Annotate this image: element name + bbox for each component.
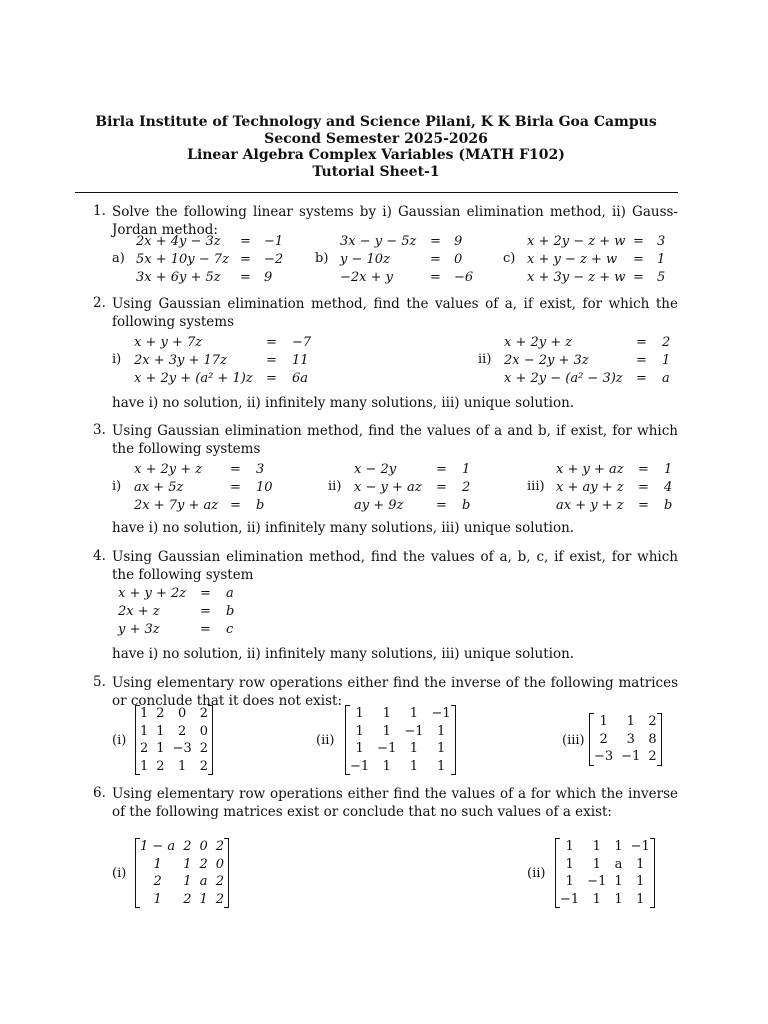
equation-rhs: 5 bbox=[657, 270, 666, 285]
q1-number: 1. bbox=[93, 203, 106, 219]
matrix-entry: −1 bbox=[630, 839, 650, 854]
q4-footer: have i) no solution, ii) infinitely many solutions, iii) unique solution. bbox=[112, 646, 575, 662]
equation-lhs: 2x + 7y + az bbox=[134, 498, 219, 513]
q1-label-c: c) bbox=[503, 251, 516, 266]
matrix-entry: 1 bbox=[636, 874, 645, 889]
matrix-entry: 2 bbox=[215, 839, 225, 854]
matrix-row bbox=[136, 758, 212, 776]
equation-lhs: 2x + 3y + 17z bbox=[134, 353, 227, 368]
equation-rhs: 10 bbox=[256, 480, 273, 495]
matrix-row bbox=[346, 740, 455, 758]
equation-sign: = bbox=[436, 462, 447, 477]
equation-sign: = bbox=[230, 480, 241, 495]
equation-rhs: b bbox=[256, 498, 265, 513]
q6-matrix-i bbox=[135, 838, 229, 908]
matrix-row bbox=[346, 723, 455, 741]
matrix-entry: 1 bbox=[436, 758, 446, 774]
matrix-row bbox=[590, 731, 661, 749]
matrix-entry: 8 bbox=[648, 731, 657, 747]
matrix-entry: −1 bbox=[377, 741, 397, 756]
matrix-entry: 1 bbox=[140, 706, 149, 721]
equation-lhs: ax + y + z bbox=[556, 498, 624, 513]
equation-lhs: x + ay + z bbox=[556, 480, 624, 495]
matrix-entry: 1 bbox=[153, 856, 162, 872]
matrix-entry: 2 bbox=[156, 706, 165, 721]
header-divider bbox=[75, 192, 678, 193]
matrix-entry: −1 bbox=[404, 723, 424, 739]
matrix-entry: 1 bbox=[140, 723, 149, 739]
equation-lhs: y + 3z bbox=[118, 622, 160, 637]
equation-rhs: −6 bbox=[454, 270, 474, 285]
equation-lhs: x + y + 2z bbox=[118, 586, 187, 601]
equation-rhs: 11 bbox=[292, 353, 309, 368]
matrix-entry: 3 bbox=[626, 731, 635, 747]
matrix-entry: 1 bbox=[382, 758, 391, 774]
matrix-entry: 1 bbox=[355, 706, 364, 721]
matrix-row bbox=[136, 891, 228, 909]
q6-label-ii: (ii) bbox=[527, 866, 546, 881]
equation-lhs: x − y + az bbox=[354, 480, 422, 495]
equation-rhs: a bbox=[662, 371, 670, 386]
q3-label-ii: ii) bbox=[328, 479, 342, 494]
matrix-entry: 2 bbox=[648, 749, 657, 764]
matrix-entry: 2 bbox=[183, 891, 192, 907]
equation-lhs: x + y − z + w bbox=[527, 252, 618, 267]
matrix-entry: 1 bbox=[565, 856, 574, 872]
q5-matrix-i bbox=[135, 705, 213, 775]
matrix-entry: 1 bbox=[409, 706, 419, 721]
equation-rhs: 2 bbox=[662, 335, 671, 350]
equation-lhs: 3x − y − 5z bbox=[340, 234, 417, 249]
equation-sign: = bbox=[200, 586, 211, 601]
q6-matrix-ii bbox=[555, 838, 655, 908]
document-header bbox=[0, 114, 752, 180]
equation-lhs: 2x + 4y − 3z bbox=[136, 234, 221, 249]
equation-rhs: a bbox=[226, 586, 234, 601]
matrix-entry: −1 bbox=[587, 874, 607, 889]
equation-lhs: x + 3y − z + w bbox=[527, 270, 626, 285]
matrix-entry: 1 bbox=[199, 891, 208, 907]
matrix-entry: −1 bbox=[560, 891, 580, 907]
equation-lhs: x − 2y bbox=[354, 462, 397, 477]
equation-sign: = bbox=[633, 270, 644, 285]
matrix-entry: 0 bbox=[215, 856, 225, 872]
matrix-entry: 1 − a bbox=[140, 839, 176, 854]
q5-label-ii: (ii) bbox=[316, 733, 335, 748]
matrix-entry: 1 bbox=[565, 839, 574, 854]
matrix-entry: 1 bbox=[382, 706, 391, 721]
equation-rhs: 6a bbox=[292, 371, 309, 386]
equation-sign: = bbox=[266, 371, 277, 386]
equation-sign: = bbox=[633, 252, 644, 267]
equation-rhs: b bbox=[664, 498, 673, 513]
q2-number: 2. bbox=[93, 295, 106, 311]
matrix-entry: 2 bbox=[199, 856, 208, 872]
q4-text: Using Gaussian elimination method, find the values of a, b, c, if exist, for which the following system bbox=[112, 549, 678, 583]
equation-rhs: 1 bbox=[462, 462, 471, 477]
matrix-row bbox=[136, 856, 228, 874]
matrix-entry: 2 bbox=[199, 706, 209, 721]
equation-rhs: 9 bbox=[264, 270, 273, 285]
matrix-entry: 1 bbox=[592, 891, 601, 907]
matrix-entry: −1 bbox=[621, 749, 641, 764]
matrix-entry: 1 bbox=[626, 714, 635, 729]
matrix-entry: a bbox=[614, 856, 623, 872]
matrix-entry: 1 bbox=[355, 741, 364, 756]
q5-text: Using elementary row operations either find the inverse of the following matrices or conclude that it does not exist: bbox=[112, 675, 678, 709]
matrix-row bbox=[556, 873, 654, 891]
matrix-entry: 1 bbox=[636, 856, 645, 872]
equation-sign: = bbox=[638, 462, 649, 477]
equation-rhs: 1 bbox=[664, 462, 673, 477]
equation-sign: = bbox=[430, 270, 441, 285]
matrix-entry: 1 bbox=[565, 874, 574, 889]
q3-text: Using Gaussian elimination method, find the values of a and b, if exist, for which the following systems bbox=[112, 423, 678, 457]
q5-number: 5. bbox=[93, 674, 106, 690]
q1-label-b: b) bbox=[315, 251, 329, 266]
equation-lhs: 2x − 2y + 3z bbox=[504, 353, 589, 368]
matrix-entry: −1 bbox=[350, 758, 370, 774]
matrix-entry: 1 bbox=[178, 758, 187, 774]
equation-lhs: 2x + z bbox=[118, 604, 160, 619]
equation-sign: = bbox=[436, 498, 447, 513]
matrix-entry: 2 bbox=[140, 741, 149, 756]
equation-sign: = bbox=[636, 335, 647, 350]
matrix-row bbox=[590, 748, 661, 766]
q2-label-ii: ii) bbox=[478, 352, 492, 367]
equation-sign: = bbox=[633, 234, 644, 249]
equation-rhs: b bbox=[462, 498, 471, 513]
matrix-entry: −1 bbox=[431, 706, 451, 721]
equation-sign: = bbox=[636, 371, 647, 386]
q5-label-iii: (iii) bbox=[562, 733, 585, 748]
q2-footer: have i) no solution, ii) infinitely many solutions, iii) unique solution. bbox=[112, 395, 575, 411]
matrix-entry: 1 bbox=[599, 714, 608, 729]
matrix-entry: 1 bbox=[183, 874, 192, 889]
equation-sign: = bbox=[266, 335, 277, 350]
q3-footer: have i) no solution, ii) infinitely many solutions, iii) unique solution. bbox=[112, 520, 575, 536]
q3-label-iii: iii) bbox=[527, 479, 545, 494]
equation-sign: = bbox=[240, 252, 251, 267]
equation-sign: = bbox=[266, 353, 277, 368]
matrix-entry: 1 bbox=[592, 839, 601, 854]
matrix-row bbox=[556, 838, 654, 856]
equation-lhs: x + y + 7z bbox=[134, 335, 203, 350]
equation-lhs: 5x + 10y − 7z bbox=[136, 252, 229, 267]
q1-label-a: a) bbox=[112, 251, 125, 266]
equation-lhs: x + 2y + z bbox=[504, 335, 573, 350]
equation-sign: = bbox=[430, 234, 441, 249]
matrix-row bbox=[556, 856, 654, 874]
matrix-row bbox=[590, 713, 661, 731]
equation-sign: = bbox=[240, 234, 251, 249]
matrix-entry: 2 bbox=[215, 891, 225, 907]
q3-label-i: i) bbox=[112, 479, 122, 494]
course-title: Linear Algebra Complex Variables (MATH F102) bbox=[187, 147, 565, 163]
matrix-entry: 1 bbox=[183, 856, 192, 872]
equation-rhs: b bbox=[226, 604, 235, 619]
equation-rhs: 9 bbox=[454, 234, 463, 249]
equation-sign: = bbox=[636, 353, 647, 368]
matrix-entry: 2 bbox=[648, 714, 657, 729]
equation-rhs: 0 bbox=[454, 252, 463, 267]
equation-rhs: 1 bbox=[662, 353, 671, 368]
matrix-entry: 2 bbox=[215, 874, 225, 889]
equation-sign: = bbox=[240, 270, 251, 285]
q6-number: 6. bbox=[93, 785, 106, 801]
matrix-row bbox=[136, 838, 228, 856]
matrix-entry: 2 bbox=[178, 723, 187, 739]
matrix-entry: 0 bbox=[199, 723, 209, 739]
equation-rhs: c bbox=[226, 622, 234, 637]
matrix-entry: 1 bbox=[140, 758, 149, 774]
equation-lhs: y − 10z bbox=[340, 252, 390, 267]
matrix-entry: 2 bbox=[199, 741, 209, 756]
matrix-entry: 1 bbox=[409, 741, 419, 756]
matrix-entry: 1 bbox=[156, 723, 165, 739]
matrix-entry: −3 bbox=[172, 741, 192, 756]
matrix-row bbox=[136, 740, 212, 758]
matrix-row bbox=[136, 723, 212, 741]
equation-lhs: x + y + az bbox=[556, 462, 624, 477]
matrix-entry: 2 bbox=[153, 874, 162, 889]
equation-rhs: 1 bbox=[657, 252, 666, 267]
matrix-entry: 2 bbox=[183, 839, 192, 854]
q6-label-i: (i) bbox=[112, 866, 127, 881]
matrix-entry: 2 bbox=[599, 731, 608, 747]
q2-text: Using Gaussian elimination method, find the values of a, if exist, for which the following systems bbox=[112, 296, 678, 330]
matrix-entry: 1 bbox=[436, 723, 446, 739]
matrix-entry: 0 bbox=[199, 839, 208, 854]
equation-lhs: −2x + y bbox=[340, 270, 393, 285]
equation-lhs: x + 2y + z bbox=[134, 462, 203, 477]
matrix-entry: 1 bbox=[436, 741, 446, 756]
matrix-row bbox=[346, 705, 455, 723]
q2-label-i: i) bbox=[112, 352, 122, 367]
equation-lhs: x + 2y + (a² + 1)z bbox=[134, 371, 253, 386]
matrix-row bbox=[136, 705, 212, 723]
matrix-entry: 2 bbox=[199, 758, 209, 774]
matrix-entry: 1 bbox=[382, 723, 391, 739]
matrix-entry: 1 bbox=[592, 856, 601, 872]
q3-number: 3. bbox=[93, 422, 106, 438]
equation-lhs: 3x + 6y + 5z bbox=[136, 270, 221, 285]
equation-sign: = bbox=[230, 498, 241, 513]
matrix-entry: a bbox=[199, 874, 208, 889]
q5-label-i: (i) bbox=[112, 733, 127, 748]
equation-lhs: ax + 5z bbox=[134, 480, 184, 495]
institute-name: Birla Institute of Technology and Science Pilani, K K Birla Goa Campus bbox=[95, 114, 657, 130]
equation-sign: = bbox=[200, 604, 211, 619]
equation-sign: = bbox=[638, 498, 649, 513]
q4-number: 4. bbox=[93, 548, 106, 564]
matrix-entry: 0 bbox=[178, 706, 187, 721]
equation-rhs: −7 bbox=[292, 335, 312, 350]
equation-rhs: −1 bbox=[264, 234, 284, 249]
equation-sign: = bbox=[230, 462, 241, 477]
q1-text: Solve the following linear systems by i) Gaussian elimination method, ii) Gauss- Jordan method: bbox=[112, 204, 678, 238]
equation-lhs: x + 2y − (a² − 3)z bbox=[504, 371, 623, 386]
matrix-entry: 2 bbox=[156, 758, 165, 774]
sheet-title: Tutorial Sheet-1 bbox=[312, 163, 440, 180]
equation-rhs: 2 bbox=[462, 480, 471, 495]
equation-lhs: x + 2y − z + w bbox=[527, 234, 626, 249]
q5-matrix-ii bbox=[345, 705, 456, 775]
matrix-row bbox=[556, 891, 654, 909]
matrix-entry: 1 bbox=[636, 891, 645, 907]
q6-text: Using elementary row operations either find the values of a for which the inverse of the following matrices exist or conclude that no such values of a exist: bbox=[112, 786, 678, 820]
matrix-row bbox=[346, 758, 455, 776]
equation-sign: = bbox=[436, 480, 447, 495]
matrix-row bbox=[136, 873, 228, 891]
equation-rhs: −2 bbox=[264, 252, 284, 267]
matrix-entry: 1 bbox=[614, 839, 623, 854]
semester: Second Semester 2025-2026 bbox=[264, 130, 488, 147]
equation-rhs: 3 bbox=[657, 234, 666, 249]
matrix-entry: 1 bbox=[355, 723, 364, 739]
matrix-entry: 1 bbox=[614, 891, 623, 907]
matrix-entry: 1 bbox=[409, 758, 419, 774]
equation-lhs: ay + 9z bbox=[354, 498, 404, 513]
equation-sign: = bbox=[430, 252, 441, 267]
equation-sign: = bbox=[200, 622, 211, 637]
equation-rhs: 3 bbox=[256, 462, 265, 477]
equation-rhs: 4 bbox=[664, 480, 673, 495]
equation-sign: = bbox=[638, 480, 649, 495]
matrix-entry: 1 bbox=[614, 874, 623, 889]
matrix-entry: 1 bbox=[156, 741, 165, 756]
q5-matrix-iii bbox=[589, 713, 662, 766]
matrix-entry: −3 bbox=[594, 749, 614, 764]
matrix-entry: 1 bbox=[153, 891, 162, 907]
